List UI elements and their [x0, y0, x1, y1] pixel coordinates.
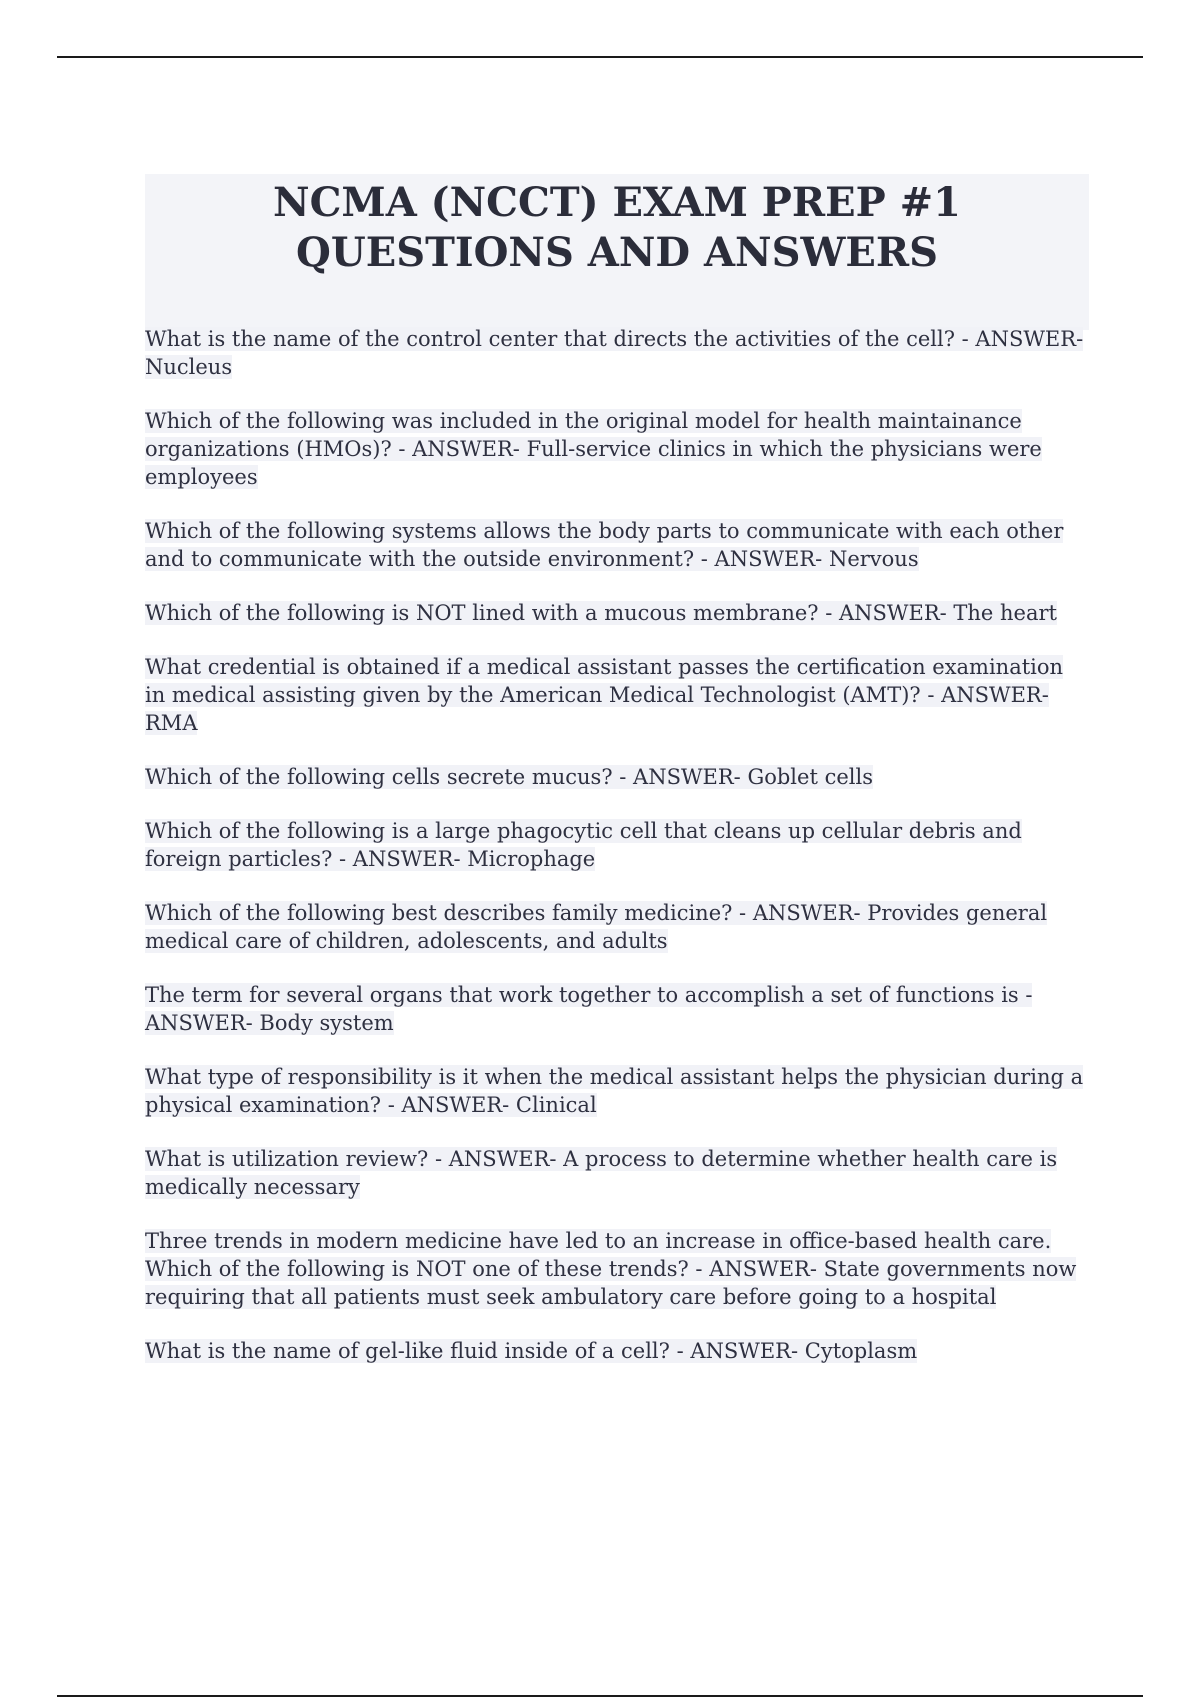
qa-item: Which of the following was included in the original model for health maintainance organizations (HMOs)? - ANSWER- Full-service clinics in which the physicians were employees	[145, 409, 1042, 489]
qa-item: What type of responsibility is it when the medical assistant helps the physician during a physical examination? - ANSWER- Clinical	[145, 1065, 1084, 1117]
qa-item: Three trends in modern medicine have led to an increase in office-based health care. Which of the following is NOT one of these trends? - ANSWER- State governments now requiring that all patients must seek ambulatory care before going to a hospital	[145, 1229, 1077, 1309]
qa-item: What is the name of gel-like fluid inside of a cell? - ANSWER- Cytoplasm	[145, 1339, 918, 1363]
qa-item: What is utilization review? - ANSWER- A process to determine whether health care is medically necessary	[145, 1147, 1058, 1199]
qa-item: Which of the following best describes family medicine? - ANSWER- Provides general medical care of children, adolescents, and adults	[145, 901, 1048, 953]
qa-list	[145, 325, 1089, 1391]
qa-item: Which of the following systems allows the body parts to communicate with each other and to communicate with the outside environment? - ANSWER- Nervous	[145, 519, 1064, 571]
title-line-1: NCMA (NCCT) EXAM PREP #1	[273, 179, 961, 226]
bottom-rule	[57, 1695, 1143, 1697]
qa-item: What is the name of the control center that directs the activities of the cell? - ANSWER- Nucleus	[145, 327, 1084, 379]
qa-item: Which of the following is a large phagocytic cell that cleans up cellular debris and foreign particles? - ANSWER- Microphage	[145, 819, 1022, 871]
title-line-2: QUESTIONS AND ANSWERS	[295, 229, 939, 276]
title-block	[145, 174, 1089, 330]
qa-item: What credential is obtained if a medical assistant passes the certification examination in medical assisting given by the American Medical Technologist (AMT)? - ANSWER- RMA	[145, 655, 1064, 735]
qa-item: Which of the following is NOT lined with a mucous membrane? - ANSWER- The heart	[145, 601, 1057, 625]
qa-item: The term for several organs that work together to accomplish a set of functions is - ANSWER- Body system	[145, 983, 1033, 1035]
qa-item: Which of the following cells secrete mucus? - ANSWER- Goblet cells	[145, 765, 873, 789]
document-title	[145, 174, 1089, 278]
top-rule	[57, 56, 1143, 58]
